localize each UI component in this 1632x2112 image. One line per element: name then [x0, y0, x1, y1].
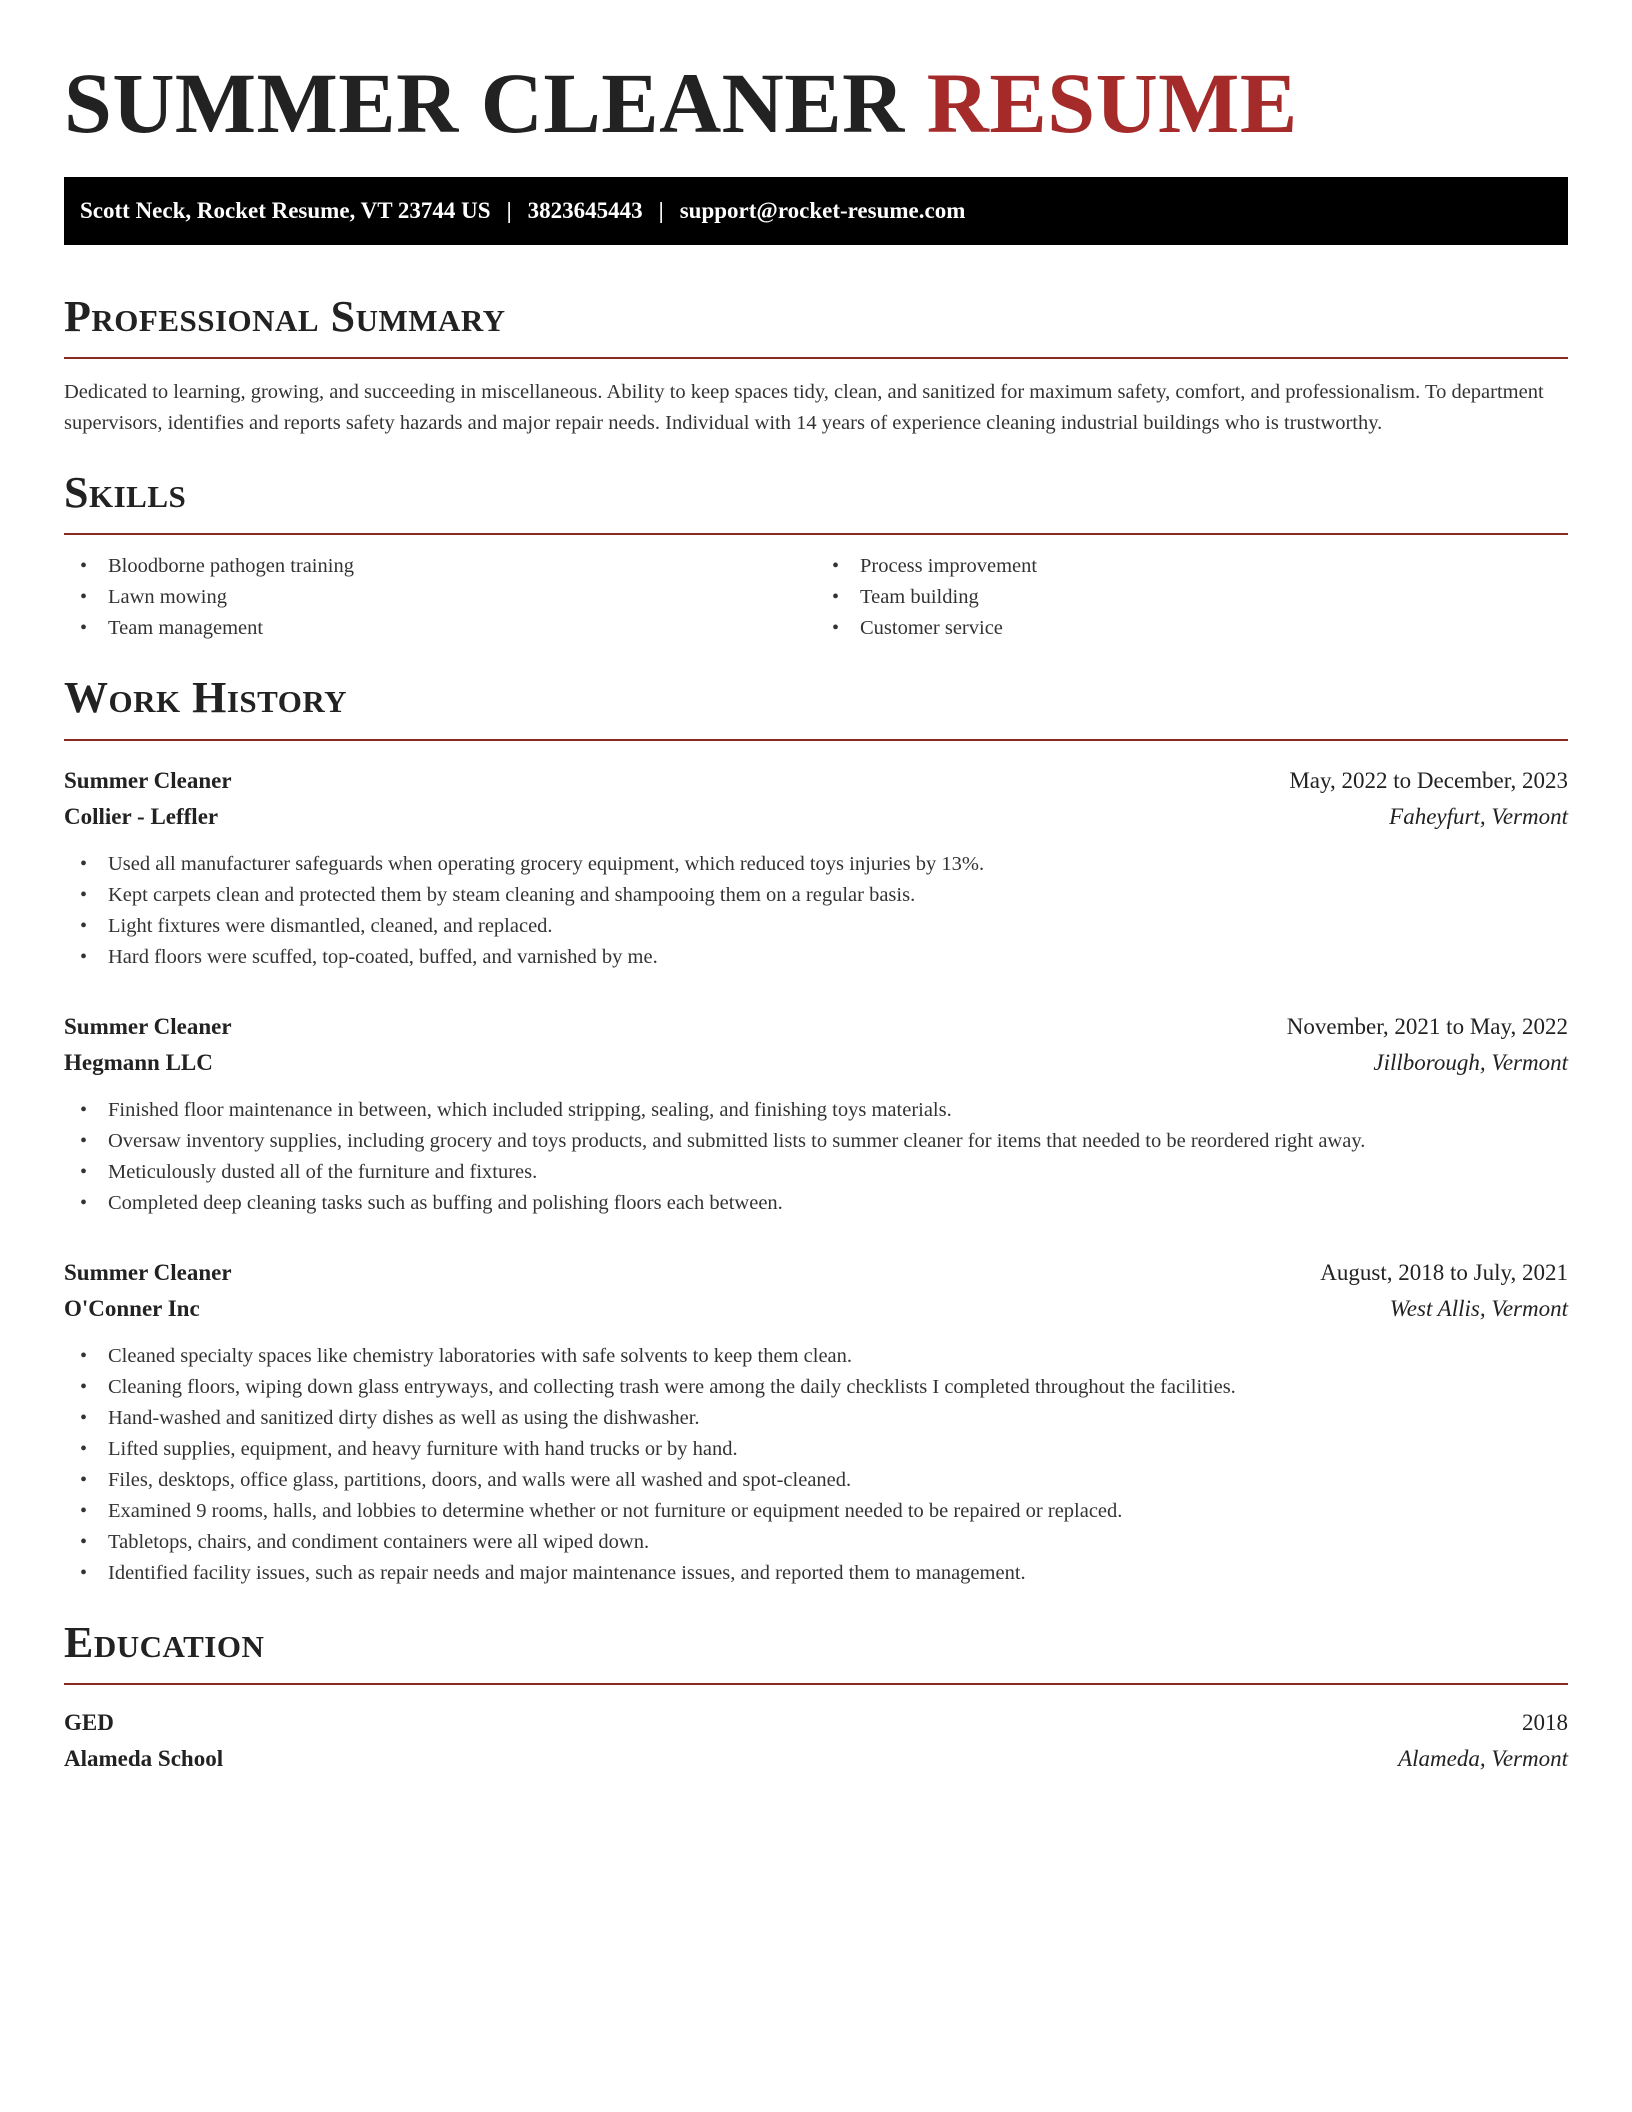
section-heading-work: Work History [64, 673, 348, 723]
job-header-row [64, 763, 1568, 799]
skills-column-left [64, 551, 816, 644]
job-bullet-list [64, 849, 1568, 973]
job-bullet: • Cleaning floors, wiping down glass entryways, and collecting trash were among the daily checklists I completed throughout the facilities. [64, 1372, 1568, 1403]
job-title: Summer Cleaner [64, 767, 232, 793]
job-bullet: • Examined 9 rooms, halls, and lobbies to determine whether or not furniture or equipment needed to be repaired or replaced. [64, 1496, 1568, 1527]
job-bullet: • Hard floors were scuffed, top-coated, buffed, and varnished by me. [64, 942, 1568, 973]
work-history-section [64, 674, 1568, 1588]
education-school-row [64, 1741, 1568, 1777]
education-header-row [64, 1705, 1568, 1741]
job-dates: November, 2021 to May, 2022 [1286, 1013, 1568, 1039]
contact-email: support@rocket-resume.com [679, 197, 966, 223]
section-divider [64, 739, 1568, 741]
section-divider [64, 357, 1568, 359]
job-bullet: • Cleaned specialty spaces like chemistry laboratories with safe solvents to keep them clean. [64, 1341, 1568, 1372]
job-header-row [64, 1255, 1568, 1291]
job-entry [64, 1009, 1568, 1219]
job-location: Jillborough, Vermont [1373, 1049, 1568, 1075]
job-title: Summer Cleaner [64, 1259, 232, 1285]
section-heading-summary: Professional Summary [64, 291, 506, 341]
section-divider [64, 533, 1568, 535]
job-company: Hegmann LLC [64, 1049, 213, 1075]
education-school: Alameda School [64, 1746, 224, 1772]
job-bullet: • Tabletops, chairs, and condiment containers were all wiped down. [64, 1527, 1568, 1558]
education-entry [64, 1705, 1568, 1777]
job-bullet: • Used all manufacturer safeguards when operating grocery equipment, which reduced toys injuries by 13%. [64, 849, 1568, 880]
contact-separator: | [506, 197, 512, 223]
section-divider [64, 1683, 1568, 1685]
section-heading-education: Education [64, 1617, 265, 1667]
resume-title [64, 56, 1568, 151]
skill-item: • Bloodborne pathogen training [64, 551, 816, 582]
job-bullet: • Files, desktops, office glass, partitions, doors, and walls were all washed and spot-cleaned. [64, 1465, 1568, 1496]
job-bullet-list [64, 1095, 1568, 1219]
title-accent: RESUME [926, 55, 1298, 151]
job-bullet: • Hand-washed and sanitized dirty dishes as well as using the dishwasher. [64, 1403, 1568, 1434]
skill-item: • Team building [816, 582, 1568, 613]
job-company: Collier - Leffler [64, 803, 219, 829]
job-header-row [64, 1009, 1568, 1045]
skill-item: • Team management [64, 613, 816, 644]
job-company-row [64, 1291, 1568, 1327]
job-entry [64, 1255, 1568, 1589]
job-dates: May, 2022 to December, 2023 [1289, 767, 1568, 793]
job-bullet: • Finished floor maintenance in between, which included stripping, sealing, and finishing toys materials. [64, 1095, 1568, 1126]
job-bullet: • Identified facility issues, such as repair needs and major maintenance issues, and reported them to management. [64, 1558, 1568, 1589]
job-bullet: • Meticulously dusted all of the furniture and fixtures. [64, 1157, 1568, 1188]
section-heading-skills: Skills [64, 467, 187, 517]
contact-phone: 3823645443 [527, 197, 643, 223]
job-bullet: • Kept carpets clean and protected them by steam cleaning and shampooing them on a regular basis. [64, 880, 1568, 911]
job-bullet-list [64, 1341, 1568, 1589]
job-company-row [64, 1045, 1568, 1081]
skills-column-right [816, 551, 1568, 644]
contact-address: Scott Neck, Rocket Resume, VT 23744 US [80, 197, 491, 223]
job-location: Faheyfurt, Vermont [1389, 803, 1568, 829]
job-company: O'Conner Inc [64, 1295, 200, 1321]
job-bullet: • Light fixtures were dismantled, cleaned, and replaced. [64, 911, 1568, 942]
job-bullet: • Oversaw inventory supplies, including grocery and toys products, and submitted lists to summer cleaner for items that needed to be reordered right away. [64, 1126, 1568, 1157]
skills-grid [64, 551, 1568, 644]
job-company-row [64, 799, 1568, 835]
professional-summary-section [64, 293, 1568, 439]
job-bullet: • Completed deep cleaning tasks such as buffing and polishing floors each between. [64, 1188, 1568, 1219]
contact-bar [64, 177, 1568, 245]
contact-separator: | [658, 197, 664, 223]
job-entry [64, 763, 1568, 973]
summary-text: Dedicated to learning, growing, and succeeding in miscellaneous. Ability to keep spaces tidy, clean, and sanitized for maximum safety, comfort, and professionalism. To department supervisors, identifies and reports safety hazards and major repair needs. Individual with 14 years of experience cleaning industrial buildings who is trustworthy. [64, 380, 1544, 434]
skill-item: • Customer service [816, 613, 1568, 644]
skill-item: • Process improvement [816, 551, 1568, 582]
title-main: SUMMER CLEANER [64, 55, 905, 151]
education-degree: GED [64, 1710, 114, 1736]
job-bullet: • Lifted supplies, equipment, and heavy furniture with hand trucks or by hand. [64, 1434, 1568, 1465]
education-location: Alameda, Vermont [1398, 1746, 1568, 1772]
education-year: 2018 [1522, 1710, 1568, 1736]
education-section [64, 1619, 1568, 1777]
job-location: West Allis, Vermont [1389, 1295, 1568, 1321]
job-title: Summer Cleaner [64, 1013, 232, 1039]
skills-section [64, 469, 1568, 644]
job-dates: August, 2018 to July, 2021 [1320, 1259, 1568, 1285]
skill-item: • Lawn mowing [64, 582, 816, 613]
